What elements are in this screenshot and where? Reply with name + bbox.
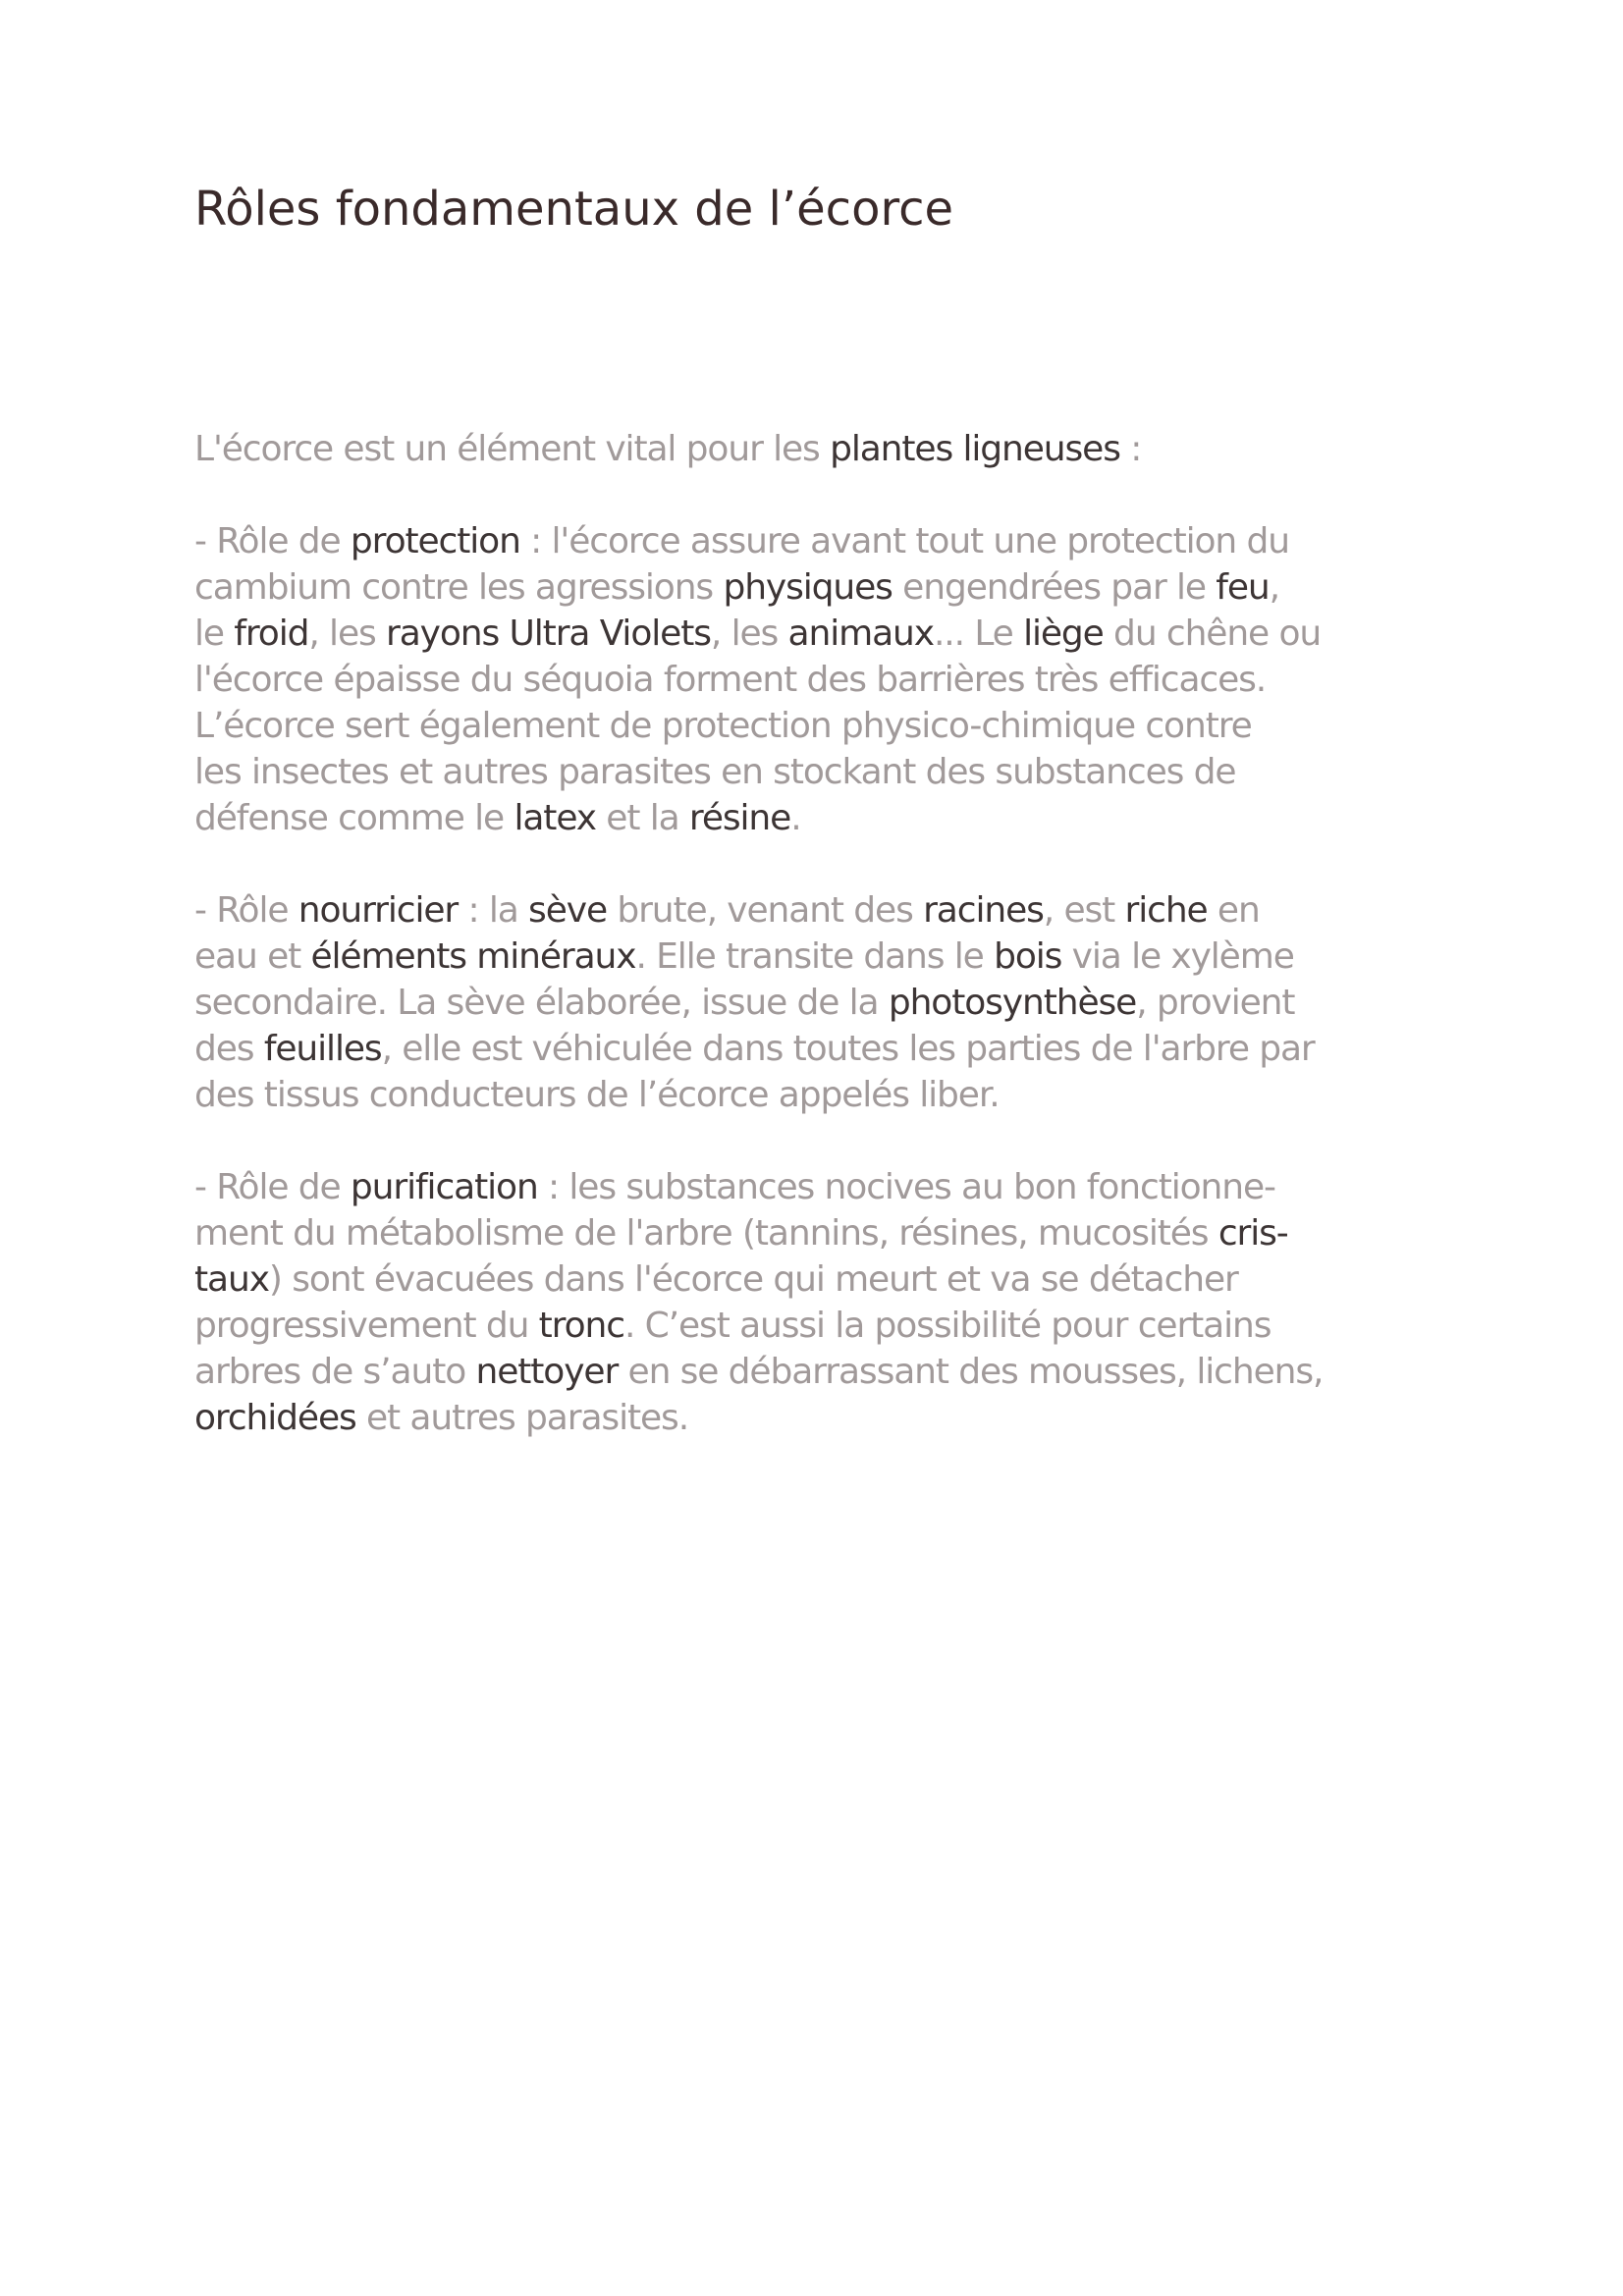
text-run: arbres de s’auto — [194, 1352, 476, 1392]
keyword: protection — [350, 521, 520, 561]
text-run: l'écorce épaisse du séquoia forment des barrières très efficaces. — [194, 660, 1267, 700]
text-run: - Rôle — [194, 890, 298, 931]
paragraph-gap — [194, 1118, 1461, 1164]
text-run: L’écorce sert également de protection physico-chimique contre — [194, 706, 1252, 746]
text-line — [194, 1349, 1461, 1395]
text-line — [194, 980, 1461, 1026]
text-run: , les — [710, 614, 788, 654]
keyword: nettoyer — [475, 1352, 619, 1392]
text-line — [194, 426, 1461, 472]
text-run: des tissus conducteurs de l’écorce appelés liber. — [194, 1075, 1000, 1115]
text-line — [194, 611, 1461, 657]
text-run: engendrées par le — [892, 567, 1217, 608]
text-run: , provient — [1136, 983, 1295, 1023]
keyword: tronc — [538, 1306, 624, 1346]
keyword: purification — [350, 1167, 538, 1207]
body-text — [194, 426, 1461, 1441]
keyword: animaux — [787, 614, 934, 654]
text-line — [194, 1026, 1461, 1072]
text-line — [194, 1303, 1461, 1349]
text-run: - Rôle de — [194, 1167, 351, 1207]
text-run: : les substances nocives au bon fonctionne- — [537, 1167, 1275, 1207]
keyword: riche — [1124, 890, 1208, 931]
text-line — [194, 1256, 1461, 1303]
text-line — [194, 887, 1461, 934]
keyword: plantes ligneuses — [830, 429, 1120, 469]
keyword: feuilles — [263, 1029, 382, 1069]
paragraph-gap — [194, 472, 1461, 518]
text-run: , est — [1043, 890, 1125, 931]
text-run: en se débarrassant des mousses, lichens, — [618, 1352, 1324, 1392]
text-run: L'écorce est un élément vital pour les — [194, 429, 831, 469]
text-run: du chêne ou — [1103, 614, 1322, 654]
text-run: les insectes et autres parasites en stockant des substances de — [194, 752, 1236, 792]
text-run: brute, venant des — [607, 890, 924, 931]
text-run: cambium contre les agressions — [194, 567, 724, 608]
text-run: et autres parasites. — [355, 1398, 689, 1438]
keyword: rayons Ultra Violets — [386, 614, 711, 654]
text-run: en — [1207, 890, 1260, 931]
text-run: défense comme le — [194, 798, 514, 838]
text-run: le — [194, 614, 235, 654]
text-run: ) sont évacuées dans l'écorce qui meurt et va se détacher — [268, 1259, 1238, 1300]
text-run: secondaire. La sève élaborée, issue de la — [194, 983, 889, 1023]
text-run: . C’est aussi la possibilité pour certains — [623, 1306, 1271, 1346]
text-run: progressivement du — [194, 1306, 539, 1346]
keyword: physiques — [723, 567, 893, 608]
text-run: , — [1269, 567, 1279, 608]
keyword: liège — [1023, 614, 1104, 654]
text-run: . — [790, 798, 801, 838]
text-line — [194, 703, 1461, 749]
keyword: froid — [234, 614, 309, 654]
text-line — [194, 1164, 1461, 1210]
keyword: photosynthèse — [888, 983, 1137, 1023]
keyword: orchidées — [194, 1398, 356, 1438]
keyword: résine — [688, 798, 791, 838]
text-run: , les — [308, 614, 387, 654]
text-run: : l'écorce assure avant tout une protection du — [519, 521, 1289, 561]
text-run: ment du métabolisme de l'arbre (tannins, résines, mucosités — [194, 1213, 1218, 1254]
keyword: feu — [1216, 567, 1270, 608]
text-run: et la — [595, 798, 689, 838]
text-run: eau et — [194, 936, 311, 977]
keyword: cris- — [1217, 1213, 1288, 1254]
text-run: via le xylème — [1061, 936, 1294, 977]
text-run: , elle est véhiculée dans toutes les parties de l'arbre par — [381, 1029, 1315, 1069]
text-line — [194, 795, 1461, 841]
keyword: sève — [528, 890, 608, 931]
text-run: - Rôle de — [194, 521, 351, 561]
keyword: taux — [194, 1259, 269, 1300]
text-line — [194, 564, 1461, 611]
paragraph-gap — [194, 841, 1461, 887]
keyword: racines — [923, 890, 1044, 931]
text-line — [194, 1072, 1461, 1118]
text-line — [194, 1210, 1461, 1256]
keyword: nourricier — [298, 890, 459, 931]
text-line — [194, 934, 1461, 980]
text-line — [194, 518, 1461, 564]
keyword: bois — [994, 936, 1062, 977]
page-title: Rôles fondamentaux de l’écorce — [194, 182, 954, 237]
text-line — [194, 749, 1461, 795]
text-run: : la — [458, 890, 529, 931]
text-run: . Elle transite dans le — [635, 936, 995, 977]
keyword: éléments minéraux — [310, 936, 636, 977]
text-run: des — [194, 1029, 264, 1069]
keyword: latex — [514, 798, 596, 838]
text-run: ... Le — [933, 614, 1024, 654]
text-line — [194, 657, 1461, 703]
text-line — [194, 1395, 1461, 1441]
text-run: : — [1119, 429, 1142, 469]
